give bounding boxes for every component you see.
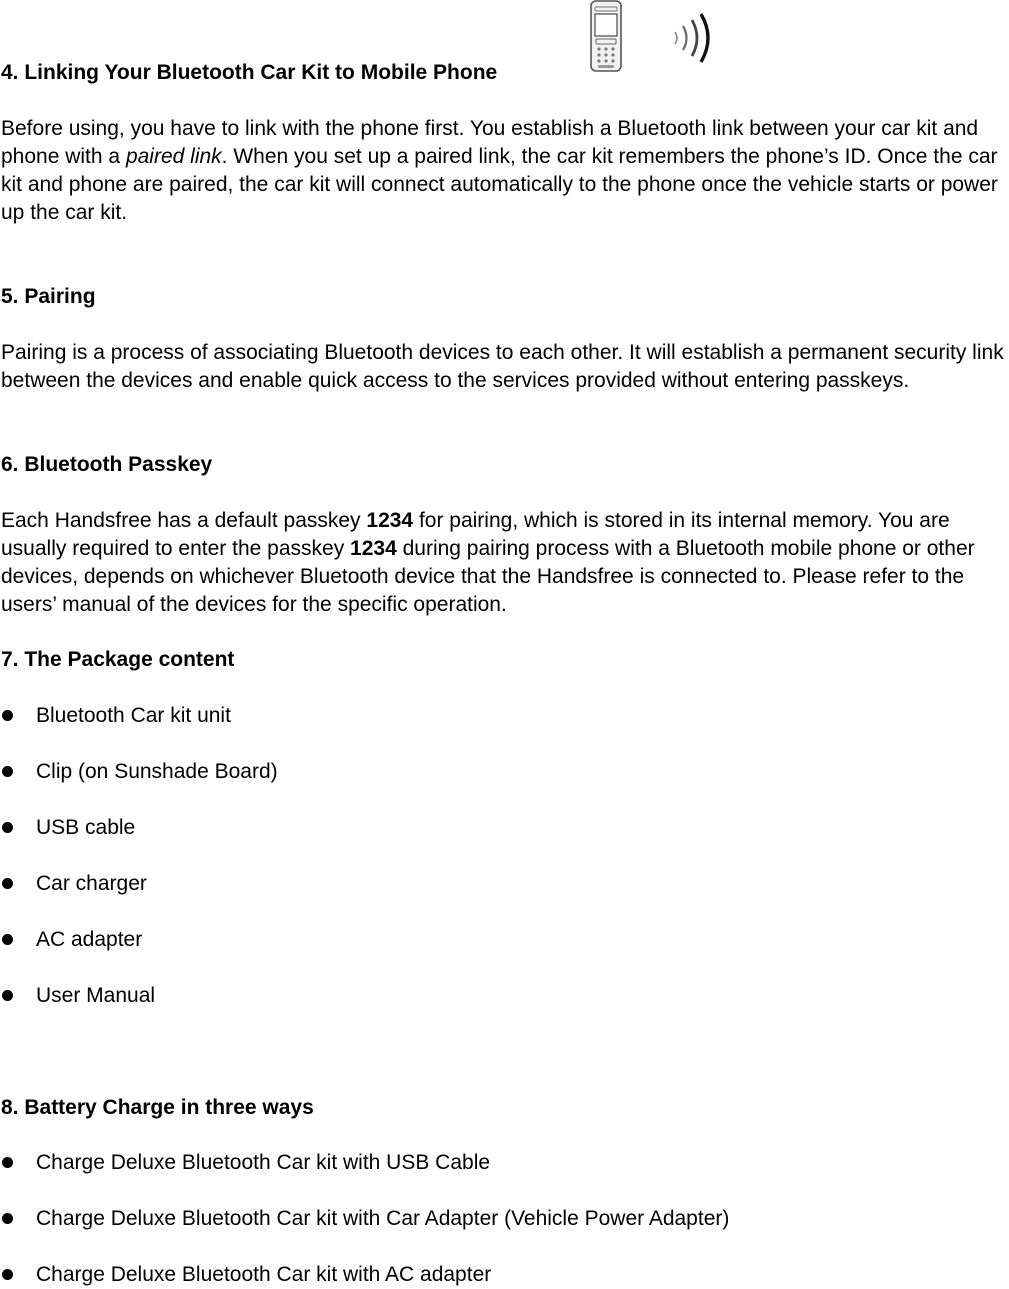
bullet-icon [2,1269,13,1280]
bullet-icon [2,878,13,889]
signal-waves-icon [665,10,725,66]
heading-passkey: 6. Bluetooth Passkey [1,453,213,476]
passkey-value: 1234 [366,509,414,532]
heading-linking: 4. Linking Your Bluetooth Car Kit to Mobile Phone [1,61,498,84]
bullet-icon [2,934,13,945]
list-item-text: Car charger [36,872,147,895]
list-item-text: Clip (on Sunshade Board) [36,760,278,783]
list-item [0,702,1008,730]
mobile-phone-icon [588,0,624,72]
heading-battery: 8. Battery Charge in three ways [1,1096,314,1119]
bullet-icon [2,822,13,833]
bullet-icon [2,766,13,777]
list-item-text: AC adapter [36,928,143,951]
list-item-text: Bluetooth Car kit unit [36,704,231,727]
list-item [0,758,1008,786]
list-item [0,1261,1008,1289]
bullet-icon [2,990,13,1001]
list-item-text: Charge Deluxe Bluetooth Car kit with AC adapter [36,1263,492,1286]
list-item-text: User Manual [36,984,156,1007]
paragraph-passkey: Each Handsfree has a default passkey 1234 for pairing, which is stored in its internal memory. You are usually required to enter the passkey 1234 during pairing process with a Bluetooth mobile phone or other devices, depends on whichever Bluetooth device that the Handsfree is connected to. Please refer to the users’ manual of the devices for the specific operation. [1,509,975,616]
list-item-text: Charge Deluxe Bluetooth Car kit with USB Cable [36,1151,491,1174]
bullet-icon [2,1157,13,1168]
passkey-value: 1234 [350,537,397,560]
list-item [0,1149,1008,1177]
bullet-icon [2,710,13,721]
paired-link-term: paired link [125,145,222,168]
heading-package: 7. The Package content [1,648,235,671]
list-item [0,1205,1008,1233]
list-item-text: Charge Deluxe Bluetooth Car kit with Car Adapter (Vehicle Power Adapter) [36,1207,730,1230]
paragraph-linking: Before using, you have to link with the phone first. You establish a Bluetooth link between your car kit and phone with a paired link. When you set up a paired link, the car kit remembers the phone’s ID. Once the car kit and phone are paired, the car kit will connect automatically to the phone once the vehicle starts or power up the car kit. [1,117,998,224]
list-item [0,982,1008,1010]
bullet-icon [2,1213,13,1224]
list-item [0,926,1008,954]
list-item [0,870,1008,898]
heading-pairing: 5. Pairing [1,285,96,308]
list-item-text: USB cable [36,816,136,839]
list-item [0,814,1008,842]
paragraph-pairing: Pairing is a process of associating Bluetooth devices to each other. It will establish a permanent security link between the devices and enable quick access to the services provided without entering passkeys. [1,341,1004,392]
